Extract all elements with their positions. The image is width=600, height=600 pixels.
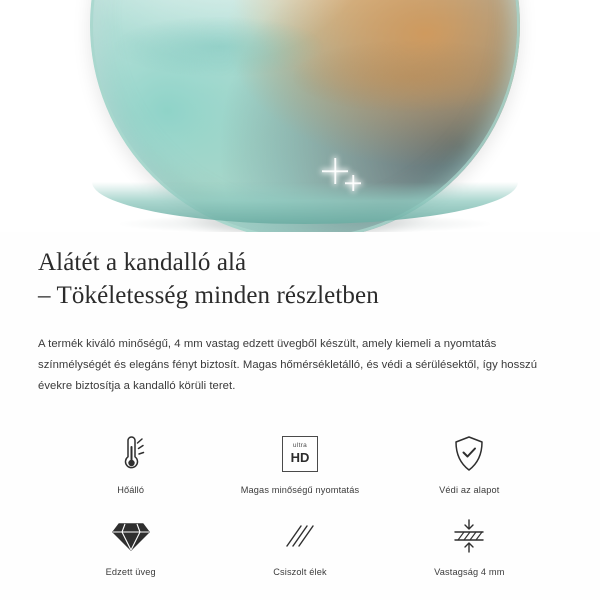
content-section: [0, 246, 600, 577]
feature-label: Edzett üveg: [105, 566, 156, 577]
diamond-icon: [111, 513, 151, 559]
feature-print-quality: [215, 431, 384, 495]
shield-check-icon: [451, 431, 487, 477]
feature-tempered-glass: [46, 513, 215, 577]
hero-image: [0, 0, 600, 232]
feature-polished-edges: [215, 513, 384, 577]
feature-surface-protection: [385, 431, 554, 495]
feature-grid: [38, 431, 562, 577]
polished-edges-icon: [281, 513, 319, 559]
feature-heat-resistant: [46, 431, 215, 495]
feature-label: Védi az alapot: [439, 484, 500, 495]
badge-top-text: ultra: [292, 442, 308, 450]
feature-label: Hőálló: [117, 484, 145, 495]
badge-main-text: HD: [290, 449, 310, 465]
page-title: [38, 246, 562, 312]
description-paragraph: A termék kiváló minőségű, 4 mm vastag edzett üvegből készült, amely kiemeli a nyomtatás színmélységét és elegáns fényt biztosít. Magas hőmérsékletálló, és védi a sérülésektől, így hosszú évekre biztosítja a kandalló körüli teret.: [38, 338, 538, 392]
headline-line-2: – Tökéletesség minden részletben: [38, 282, 379, 309]
feature-label: Vastagság 4 mm: [434, 566, 505, 577]
thermometer-icon: [116, 431, 146, 477]
ultra-hd-badge-icon: [282, 431, 318, 477]
feature-thickness: [385, 513, 554, 577]
headline-line-1: Alátét a kandalló alá: [38, 249, 247, 276]
feature-label: Magas minőségű nyomtatás: [240, 484, 360, 495]
feature-label: Csiszolt élek: [273, 566, 327, 577]
thickness-arrows-icon: [449, 513, 489, 559]
